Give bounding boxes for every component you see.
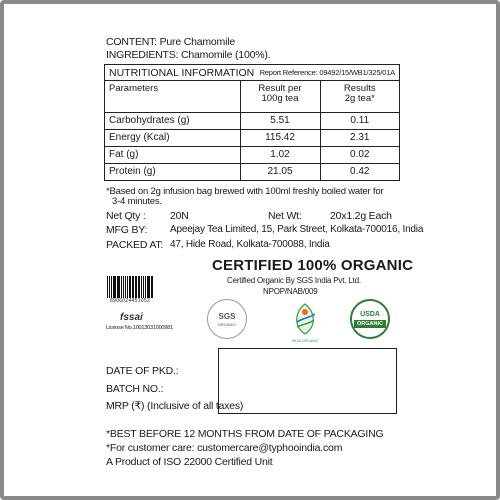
mfg-value: Apeejay Tea Limited, 15, Park Street, Kolkata-700016, India xyxy=(170,224,424,235)
india-organic-icon xyxy=(285,300,325,343)
net-qty-label: Net Qty : xyxy=(106,210,146,222)
barcode-bar xyxy=(145,276,146,298)
sgs-organic-icon xyxy=(207,299,247,339)
barcode-bar xyxy=(138,276,140,298)
per2-cell: 0.11 xyxy=(320,112,399,129)
iso-certified: A Product of ISO 22000 Certified Unit xyxy=(106,456,273,468)
nutrition-table xyxy=(104,64,400,181)
param-cell: Fat (g) xyxy=(105,146,240,163)
col-per2-b: 2g tea* xyxy=(344,93,375,104)
content-line: CONTENT: Pure Chamomile xyxy=(106,36,236,48)
table-row xyxy=(105,112,399,129)
per2-cell: 2.31 xyxy=(320,129,399,146)
col-per2 xyxy=(320,81,399,112)
param-cell: Energy (Kcal) xyxy=(105,129,240,146)
barcode-bar xyxy=(109,276,110,298)
col-per100-a: Result per xyxy=(258,83,302,94)
best-before: *BEST BEFORE 12 MONTHS FROM DATE OF PACKAGING xyxy=(106,428,384,440)
date-of-pkd: DATE OF PKD.: xyxy=(106,365,179,377)
col-per2-a: Results xyxy=(343,83,376,94)
barcode-bar xyxy=(132,276,133,298)
barcode-bar xyxy=(111,276,112,298)
fssai-logo: fssai xyxy=(120,312,143,323)
batch-no: BATCH NO.: xyxy=(106,383,164,395)
per100-cell: 5.51 xyxy=(240,112,320,129)
per100-cell: 1.02 xyxy=(240,146,320,163)
india-organic-text: INDIA ORGANIC xyxy=(291,339,319,343)
barcode-bar xyxy=(147,276,148,298)
barcode-bars xyxy=(107,276,153,298)
barcode-bar xyxy=(151,276,152,298)
net-wt-label: Net Wt: xyxy=(268,210,302,222)
nutrition-header xyxy=(105,65,399,81)
infusion-note-line1: *Based on 2g infusion bag brewed with 100ml freshly boiled water for xyxy=(106,186,384,197)
barcode-bar xyxy=(118,276,120,298)
barcode-bar xyxy=(148,276,149,298)
table-row xyxy=(105,163,399,180)
per2-cell: 0.42 xyxy=(320,163,399,180)
mrp: MRP (₹) (Inclusive of all taxes) xyxy=(106,400,244,412)
barcode-bar xyxy=(114,276,115,298)
col-parameters: Parameters xyxy=(105,81,240,112)
barcode-bar xyxy=(143,276,144,298)
ingredients-line: INGREDIENTS: Chamomile (100%). xyxy=(106,49,271,61)
barcode-bar xyxy=(129,276,130,298)
cert-number: NPOP/NAB/009 xyxy=(263,287,318,296)
nutrition-title: NUTRITIONAL INFORMATION xyxy=(109,66,255,79)
per100-cell: 115.42 xyxy=(240,129,320,146)
per2-cell: 0.02 xyxy=(320,146,399,163)
param-cell: Protein (g) xyxy=(105,163,240,180)
barcode-bar xyxy=(113,276,114,298)
net-wt-value: 20x1.2g Each xyxy=(330,210,392,222)
usda-organic-icon xyxy=(350,299,390,339)
barcode-number: 8906024451052 xyxy=(109,298,151,304)
net-qty-value: 20N xyxy=(170,210,189,222)
customer-care: *For customer care: customercare@typhooindia.com xyxy=(106,442,343,454)
infusion-note xyxy=(106,187,383,207)
barcode-bar xyxy=(135,276,136,298)
barcode-bar xyxy=(107,276,108,298)
barcode-bar xyxy=(117,276,118,298)
barcode-bar xyxy=(152,276,153,298)
license-number: License No.10013031000981 xyxy=(106,325,173,331)
col-per100 xyxy=(240,81,320,112)
packed-label: PACKED AT: xyxy=(106,239,164,251)
barcode-bar xyxy=(136,276,137,298)
table-row xyxy=(105,129,399,146)
param-cell: Carbohydrates (g) xyxy=(105,112,240,129)
barcode-bar xyxy=(123,276,124,298)
col-per100-b: 100g tea xyxy=(261,93,299,104)
usda-top-text: USDA xyxy=(360,310,380,318)
infusion-note-line2: 3-4 minutes. xyxy=(112,196,162,207)
nutrition-grid xyxy=(105,81,399,180)
barcode-bar xyxy=(141,276,142,298)
nutrition-col-header xyxy=(105,81,399,112)
certified-by: Certified Organic By SGS India Pvt. Ltd. xyxy=(227,276,361,285)
print-area-box xyxy=(218,348,397,414)
packed-value: 47, Hide Road, Kolkata-700088, India xyxy=(170,239,330,250)
sgs-label: SGS xyxy=(218,311,236,321)
usda-bottom-text: ORGANIC xyxy=(354,320,386,328)
barcode xyxy=(107,276,153,304)
per100-cell: 21.05 xyxy=(240,163,320,180)
report-reference: Report Reference: 09492/15/WB1/325/01A xyxy=(259,68,395,77)
barcode-bar xyxy=(125,276,126,298)
sgs-organic-text: ORGANIC xyxy=(217,321,237,327)
mfg-label: MFG BY: xyxy=(106,224,148,236)
barcode-bar xyxy=(121,276,122,298)
barcode-bar xyxy=(127,276,128,298)
barcode-bar xyxy=(130,276,131,298)
certified-title: CERTIFIED 100% ORGANIC xyxy=(212,257,414,274)
table-row xyxy=(105,146,399,163)
